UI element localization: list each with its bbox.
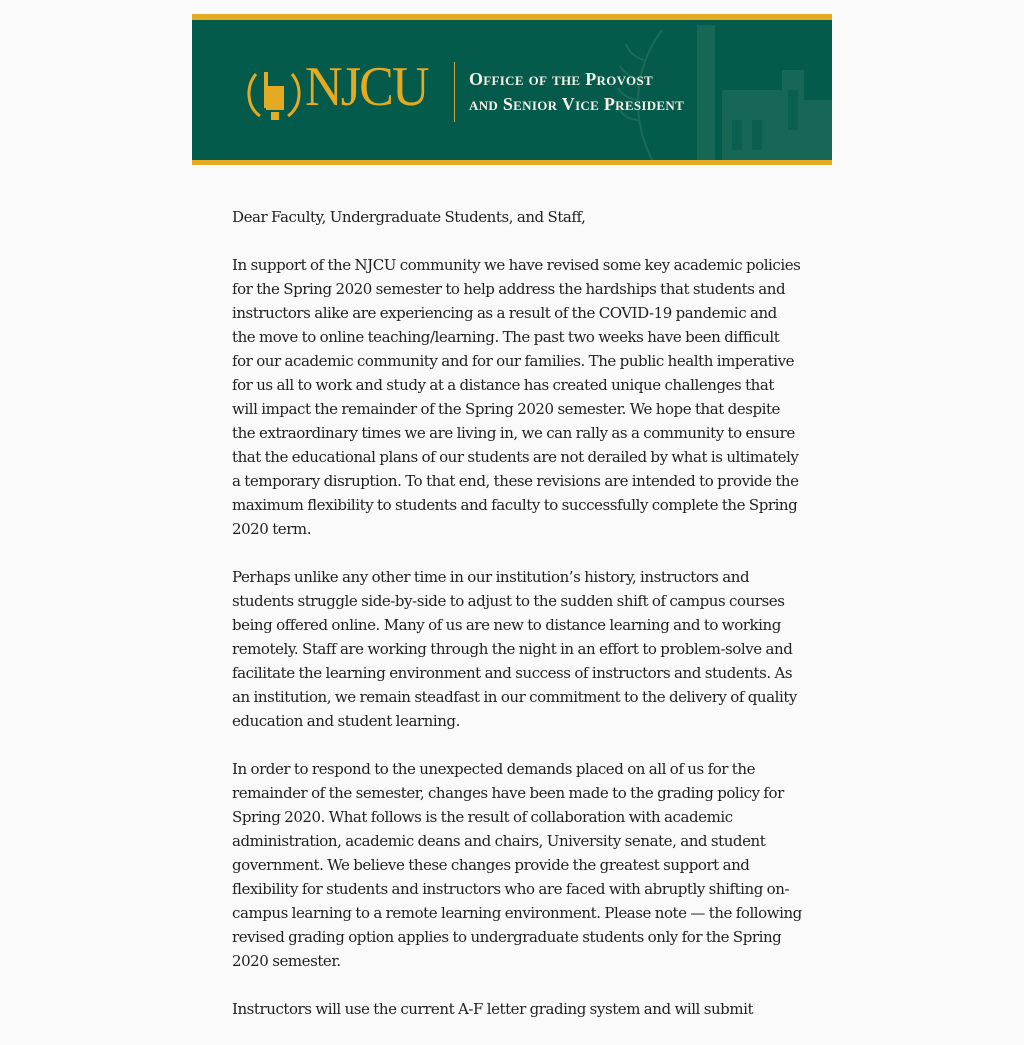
letter-body — [232, 205, 802, 1045]
office-title — [469, 67, 684, 117]
njcu-logo-text: NJCU — [305, 56, 428, 118]
header-banner — [192, 14, 832, 165]
office-title-line1: Office of the Provost — [469, 69, 653, 89]
paragraph-community: Perhaps unlike any other time in our institution’s history, instructors and students struggle side-by-side to adjust to the sudden shift of campus courses being offered online. Many of us are new to distance learning and to working remotely. Staff are working through the night in an effort to problem-solve and facilitate the learning environment and success of instructors and students. As an institution, we remain steadfast in our commitment to the delivery of quality education and student learning. — [232, 568, 797, 730]
office-title-line2: and Senior Vice President — [469, 94, 685, 114]
paragraph-grading-policy: In order to respond to the unexpected demands placed on all of us for the remainder of the semester, changes have been made to the grading policy for Spring 2020. What follows is the result of collaboration with academic administration, academic deans and chairs, University senate, and student government. We believe these changes provide the greatest support and flexibility for students and instructors who are faced with abruptly shifting on-campus learning to a remote learning environment. Please note — the following revised grading option applies to undergraduate students only for the Spring 2020 semester. — [232, 760, 802, 970]
njcu-seal-icon — [244, 64, 304, 124]
paragraph-intro: In support of the NJCU community we have revised some key academic policies for the Spring 2020 semester to help address the hardships that students and instructors alike are experiencing as a result of the COVID-19 pandemic and the move to online teaching/learning. The past two weeks have been difficult for our academic community and for our families. The public health imperative for us all to work and study at a distance has created unique challenges that will impact the remainder of the Spring 2020 semester. We hope that despite the extraordinary times we are living in, we can rally as a community to ensure that the educational plans of our students are not derailed by what is ultimately a temporary disruption. To that end, these revisions are intended to provide the maximum flexibility to students and faculty to successfully complete the Spring 2020 term. — [232, 256, 801, 538]
logo-divider — [454, 62, 455, 122]
paragraph-grading-system: Instructors will use the current A-F letter grading system and will submit — [232, 1000, 754, 1018]
salutation: Dear Faculty, Undergraduate Students, and Staff, — [232, 208, 586, 226]
